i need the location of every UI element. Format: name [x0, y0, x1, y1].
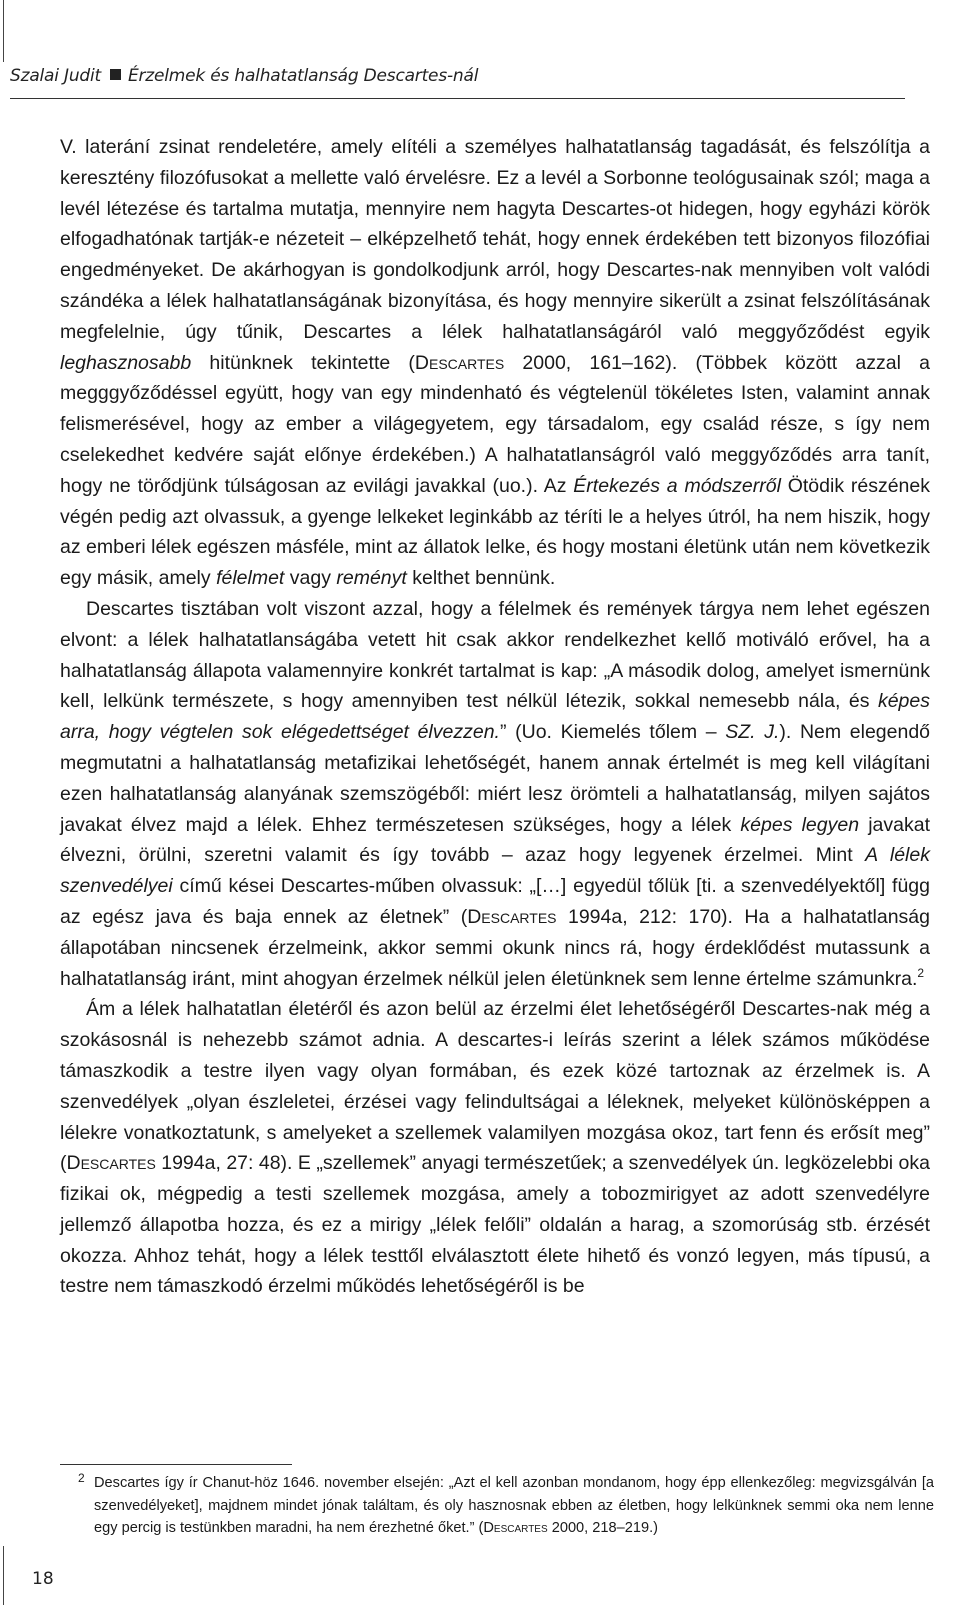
text-run: ” (Uo. Kiemelés tőlem –: [499, 721, 726, 744]
text-run: 1994a, 212: 170). Ha a halhatatlanság állapotában nincsenek érzelmeink, akkor semmi okunk nincs rá, hogy érdeklődést mutassunk a halhatatlanság iránt, mint ahogyan érzelmek nélkül jelen életünknek sem lenne értelme számunkra.: [60, 905, 930, 990]
bottom-left-margin-rule: [3, 1546, 4, 1605]
footnote-number: 2: [78, 1471, 85, 1485]
text-run: kelthet bennünk.: [406, 567, 556, 590]
paragraph-3: [60, 994, 930, 1302]
emphasis: képes arra, hogy végtelen sok elégedettséget élvezzen.: [60, 690, 930, 744]
text-run: ). Nem elegendő megmutatni a halhatatlanság metafizikai lehetőségét, hanem annak értelmét is meg kell világítani ezen halhatatlanság alanyának szemszögéből: miért lesz örömteli a halhatatlanság, milyen sajátos javakat élvez majd a lélek. Ehhez természetesen szükséges, hogy a lélek: [60, 721, 931, 836]
text-run: 1994a, 27: 48). E „szellemek” anyagi természetűek; a szenvedélyek ún. legközelebbi oka fizikai ok, mégpedig a testi szellemek mozgása, amely a tobozmirigyet az adott szenvedélyre jellemző állapotba hozza, és ez a mirigy „lélek felőli” oldalán a harag, a szomorúság stb. érzését okozza. Ahhoz tehát, hogy a lélek testtől elválasztott élete hihető és vonzó legyen, más típusú, a testre nem támaszkodó érzelmi működés lehetőségéről is be: [60, 1152, 930, 1298]
citation-author: Descartes: [66, 1152, 156, 1175]
text-run: 2000, 218–219.): [547, 1520, 659, 1537]
text-run: Descartes így ír Chanut-höz 1646. november elsején: „Azt el kell azonban mondanom, hogy épp ellenkezőleg: megvizsgálván [a szenvedélyeket], majdnem mindet jónak találtam, és oly hasznosnak ebben az életben, hogy lelkünknek semmi oka nem lenne egy percig is testünkben maradni, ha nem érezhetné őket.” (: [94, 1475, 934, 1537]
text-run: vagy: [284, 567, 337, 590]
citation-author: Descartes: [483, 1520, 548, 1537]
footnote-reference[interactable]: 2: [917, 965, 925, 980]
top-left-margin-rule: [3, 0, 4, 62]
running-head-title: Érzelmek és halhatatlanság Descartes-nál: [127, 66, 479, 86]
paragraph-1: [60, 132, 930, 594]
emphasis: reményt: [336, 567, 407, 590]
footnote: [76, 1472, 934, 1540]
emphasis: félelmet: [216, 567, 285, 590]
text-run: V. laterání zsinat rendeletére, amely elítéli a személyes halhatatlanság tagadását, és felszólítja a keresztény filozófusokat a mellette való érvelésre. Ez a levél a Sorbonne teológusainak szól; maga a levél létezése és tartalma mutatja, mennyire nem hagyta Descartes-ot hidegen, hogy egyházi körök elfogadhatónak tartják-e nézeteit – elképzelhető tehát, hogy ennek érdekében tett bizonyos filozófiai engedményeket. De akárhogyan is gondolkodjunk arról, hogy Descartes-nak mennyiben volt valódi szándéka a lélek halhatatlanságának bizonyítása, és hogy mennyire sikerült a zsinat felszólításának megfelelnie, úgy tűnik, Descartes a lélek halhatatlanságáról való meggyőződést egyik: [60, 136, 930, 343]
text-run: 2000, 161–162). (Többek között azzal a megggyőződéssel együtt, hogy van egy mindenható és végtelenül tökéletes Isten, valamint annak felismerésével, hogy az ember a világegyetem, egy társadalom, egy család része, s így nem cselekedhet kedvére saját előnye érdekében.) A halhatatlanságról való meggyőződés arra tanít, hogy ne törődjünk túlságosan az evilági javakkal (uo.). Az: [60, 351, 931, 497]
running-head: [10, 66, 478, 86]
text-run: című kései Descartes-műben olvassuk: „[…] egyedül tőlük [ti. a szenvedélyektől] függ az egész java és baja ennek az életnek” (: [60, 875, 930, 928]
emphasis: képes legyen: [740, 813, 860, 836]
square-bullet-icon: [110, 69, 121, 80]
text-run: Ám a lélek halhatatlan életéről és azon belül az érzelmi élet lehetőségéről Descartes-nak még a szokásosnál is nehezebb számot adnia. A descartes-i leírás szerint a lélek számos működése támaszkodik a testre ilyen vagy olyan formában, és ezek közé tartoznak az érzelmek is. A szenvedélyek „olyan észleletei, érzései vagy felindultságai a léleknek, melyeket különösképpen a lélekre vonatkoztatunk, s amelyeket a szellemek valamilyen mozgása okoz, tart fenn és erősít meg” (: [60, 998, 930, 1175]
emphasis: leghasznosabb: [60, 351, 192, 374]
footnote-rule: [60, 1464, 292, 1465]
running-head-author: Szalai Judit: [10, 66, 101, 86]
body-text: [60, 132, 930, 1302]
emphasis: SZ. J.: [725, 721, 780, 744]
text-run: hitünknek tekintette (: [191, 351, 415, 374]
text-run: Ötödik részének végén pedig azt olvassuk, a gyenge lelkeket leginkább az téríti le a helyes útról, ha nem hiszik, hogy az emberi lélek egészen másféle, mint az állatok lelke, és hogy mostani életünk után nem következik egy másik, amely: [60, 474, 930, 590]
work-title: Értekezés a módszerről: [573, 474, 781, 497]
work-title: A lélek szenvedélyei: [60, 844, 930, 898]
text-run: Descartes tisztában volt viszont azzal, hogy a félelmek és remények tárgya nem lehet egészen elvont: a lélek halhatatlanságába vetett hit csak akkor rendelkezhet kellő motiváló erővel, ha a halhatatlanság állapota valamennyire konkrét tartalmat is kap: „A második dolog, amelyet ismernünk kell, lelkünk természete, s hogy amennyiben test nélkül létezik, sokkal nemesebb nála, és: [60, 597, 930, 713]
page-number: 18: [32, 1569, 54, 1589]
header-rule: [10, 98, 905, 99]
citation-author: Descartes: [414, 351, 505, 374]
text-run: javakat élvezni, örülni, szeretni valamit és így tovább – azaz hogy legyenek érzelmei. Mint: [60, 813, 930, 867]
paragraph-2: [60, 594, 930, 994]
citation-author: Descartes: [467, 905, 557, 928]
